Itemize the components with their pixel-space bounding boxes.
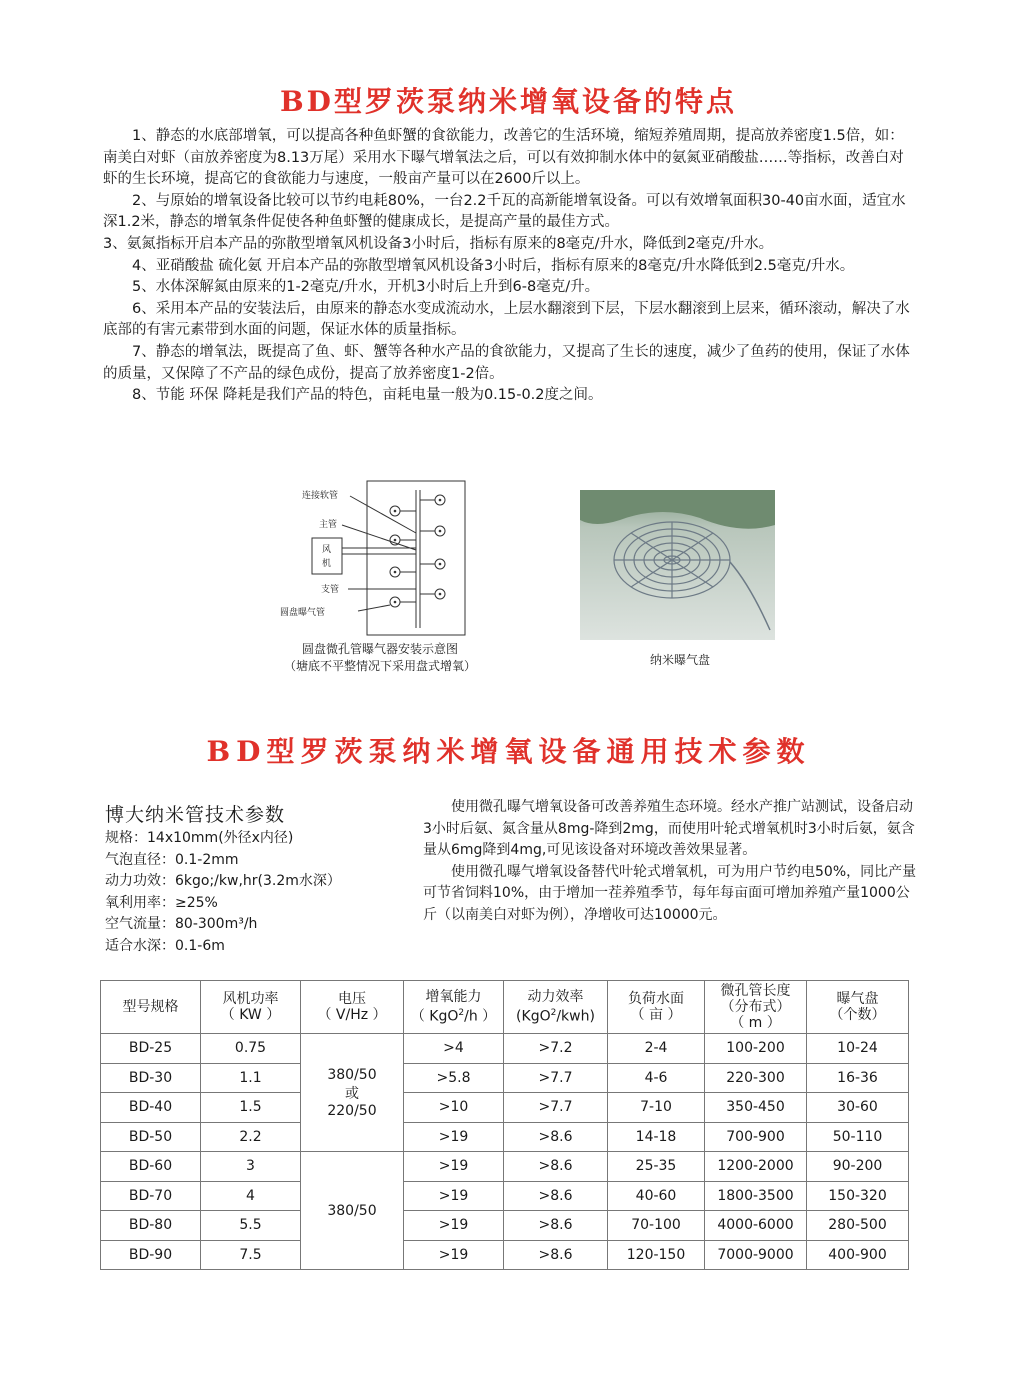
cell-area: 2-4 [608, 1034, 705, 1064]
label-blower-2: 机 [322, 559, 332, 569]
spec-list [105, 828, 341, 957]
table-row [101, 1240, 909, 1270]
cell-disc: 50-110 [807, 1122, 909, 1152]
description [423, 797, 920, 926]
description-paragraph: 使用微孔曝气增氧设备可改善养殖生态环境。经水产推广站测试，设备启动3小时后氨、氮含量从8mg-降到2mg，而使用叶轮式增氧机时3小时后氨，氨含量从6mg降到4mg,可见该设备对环境改善效果显著。 [423, 799, 915, 858]
header-oxygen: 增氧能力 （ KgO$^2$/h ） [404, 981, 504, 1034]
cell-disc: 16-36 [807, 1063, 909, 1093]
diagram-caption: 圆盘微孔管曝气器安装示意图 （塘底不平整情况下采用盘式增氧） [283, 642, 476, 673]
table-row [101, 1034, 909, 1064]
table-row [101, 1063, 909, 1093]
cell-efficiency: >8.6 [504, 1122, 608, 1152]
installation-diagram [270, 478, 510, 653]
label-main-pipe: 主管 [319, 520, 338, 530]
header-disc: 曝气盘 （个数） [807, 981, 909, 1034]
spec-item: 规格：14x10mm(外径x内径) [105, 830, 294, 846]
feature-item: 6、采用本产品的安装法后，由原来的静态水变成流动水，上层水翻滚到下层，下层水翻滚到上层来，循环滚动，解决了水底部的有害元素带到水面的问题，保证水体的质量指标。 [103, 300, 910, 339]
header-power: 风机功率 （ KW ） [201, 981, 301, 1034]
cell-oxygen: >19 [404, 1152, 504, 1182]
cell-area: 70-100 [608, 1211, 705, 1241]
cell-oxygen: >19 [404, 1240, 504, 1270]
cell-oxygen: >19 [404, 1122, 504, 1152]
table-row [101, 1211, 909, 1241]
cell-model: BD-80 [101, 1211, 201, 1241]
table-row [101, 1093, 909, 1123]
table-row [101, 1122, 909, 1152]
feature-item: 1、静态的水底部增氧，可以提高各种鱼虾蟹的食欲能力，改善它的生活环境，缩短养殖周期，提高放养密度1.5倍，如：南美白对虾（亩放养密度为8.13万尾）采用水下曝气增氧法之后，可以有效抑制水体中的氨氮亚硝酸盐……等指标，改善白对虾的生长环境，提高它的食欲能力与速度，一般亩产量可以在2600斤以上。 [103, 128, 904, 188]
cell-efficiency: >7.7 [504, 1093, 608, 1123]
cell-model: BD-50 [101, 1122, 201, 1152]
cell-power: 1.1 [201, 1063, 301, 1093]
header-length: 微孔管长度 （分布式） （ m ） [705, 981, 807, 1034]
section-title: BD型罗茨泵纳米增氧设备通用技术参数 [206, 735, 811, 768]
label-hose: 连接软管 [302, 491, 339, 501]
photo-caption: 纳米曝气盘 [649, 653, 710, 667]
cell-model: BD-70 [101, 1181, 201, 1211]
cell-efficiency: >8.6 [504, 1181, 608, 1211]
cell-length: 100-200 [705, 1034, 807, 1064]
header-voltage: 电压 （ V/Hz ） [301, 981, 404, 1034]
cell-disc: 150-320 [807, 1181, 909, 1211]
cell-efficiency: >8.6 [504, 1240, 608, 1270]
header-model: 型号规格 [101, 981, 201, 1034]
cell-power: 3 [201, 1152, 301, 1182]
cell-voltage-group-1: 380/50 或 220/50 [301, 1034, 404, 1152]
spec-item: 气泡直径：0.1-2mm [105, 851, 239, 868]
cell-area: 120-150 [608, 1240, 705, 1270]
feature-item: 5、水体深解氮由原来的1-2毫克/升水，开机3小时后上升到6-8毫克/升。 [132, 279, 600, 296]
cell-model: BD-90 [101, 1240, 201, 1270]
cell-power: 0.75 [201, 1034, 301, 1064]
cell-oxygen: >5.8 [404, 1063, 504, 1093]
cell-area: 7-10 [608, 1093, 705, 1123]
cell-disc: 30-60 [807, 1093, 909, 1123]
cell-model: BD-40 [101, 1093, 201, 1123]
cell-oxygen: >19 [404, 1181, 504, 1211]
features-list [103, 126, 918, 407]
tech-params-table [100, 980, 909, 1270]
cell-length: 1800-3500 [705, 1181, 807, 1211]
cell-length: 220-300 [705, 1063, 807, 1093]
description-paragraph: 使用微孔曝气增氧设备替代叶轮式增氧机，可为用户节约电50%，同比产量可节省饲料10%，由于增加一茬养殖季节，每年每亩面可增加养殖产量1000公斤（以南美白对虾为例），净增收可达10000元。 [423, 863, 917, 923]
feature-item: 8、节能 环保 降耗是我们产品的特色，亩耗电量一般为0.15-0.2度之间。 [132, 387, 603, 404]
cell-length: 700-900 [705, 1122, 807, 1152]
label-disc-aerator: 圆盘曝气管 [280, 608, 326, 618]
cell-power: 7.5 [201, 1240, 301, 1270]
cell-power: 2.2 [201, 1122, 301, 1152]
label-branch-pipe: 支管 [321, 585, 340, 595]
cell-length: 1200-2000 [705, 1152, 807, 1182]
cell-power: 1.5 [201, 1093, 301, 1123]
table-row [101, 1181, 909, 1211]
cell-efficiency: >7.7 [504, 1063, 608, 1093]
cell-efficiency: >8.6 [504, 1152, 608, 1182]
spec-item: 动力功效：6kgo;/kw,hr(3.2m水深） [105, 873, 341, 889]
table-row [101, 1152, 909, 1182]
spec-item: 空气流量：80-300m³/h [105, 916, 258, 932]
cell-model: BD-25 [101, 1034, 201, 1064]
feature-item: 4、亚硝酸盐 硫化氨 开启本产品的弥散型增氧风机设备3小时后，指标有原来的8毫克/升水降低到2.5毫克/升水。 [132, 257, 855, 274]
cell-area: 14-18 [608, 1122, 705, 1152]
cell-area: 40-60 [608, 1181, 705, 1211]
cell-disc: 10-24 [807, 1034, 909, 1064]
spec-item: 适合水深：0.1-6m [105, 937, 225, 954]
cell-power: 5.5 [201, 1211, 301, 1241]
label-blower-1: 风 [322, 545, 332, 555]
feature-item: 3、氨氮指标开启本产品的弥散型增氧风机设备3小时后，指标有原来的8毫克/升水，降低到2毫克/升水。 [103, 235, 774, 252]
cell-efficiency: >8.6 [504, 1211, 608, 1241]
header-efficiency: 动力效率 (KgO$^2$/kwh) [504, 981, 608, 1034]
cell-model: BD-30 [101, 1063, 201, 1093]
cell-disc: 280-500 [807, 1211, 909, 1241]
cell-area: 25-35 [608, 1152, 705, 1182]
cell-disc: 90-200 [807, 1152, 909, 1182]
cell-oxygen: >10 [404, 1093, 504, 1123]
cell-model: BD-60 [101, 1152, 201, 1182]
cell-oxygen: >19 [404, 1211, 504, 1241]
cell-length: 4000-6000 [705, 1211, 807, 1241]
cell-efficiency: >7.2 [504, 1034, 608, 1064]
table-header-row [101, 981, 909, 1034]
cell-disc: 400-900 [807, 1240, 909, 1270]
cell-length: 350-450 [705, 1093, 807, 1123]
cell-voltage-group-2: 380/50 [301, 1152, 404, 1270]
page-title: BD型罗茨泵纳米增氧设备的特点 [280, 85, 737, 118]
cell-power: 4 [201, 1181, 301, 1211]
cell-area: 4-6 [608, 1063, 705, 1093]
feature-item: 2、与原始的增氧设备比较可以节约电耗80%，一台2.2千瓦的高新能增氧设备。可以有效增氧面积30-40亩水面，适宜水深1.2米，静态的增氧条件促使各种鱼虾蟹的健康成长，是提高产量的最佳方式。 [103, 192, 906, 231]
spec-item: 氧利用率：≥25% [105, 894, 218, 911]
aeration-disc-photo [580, 490, 775, 640]
cell-oxygen: >4 [404, 1034, 504, 1064]
feature-item: 7、静态的增氧法，既提高了鱼、虾、蟹等各种水产品的食欲能力，又提高了生长的速度，减少了鱼药的使用，保证了水体的质量，又保障了不产品的绿色成份，提高了放养密度1-2倍。 [103, 343, 910, 382]
params-heading: 博大纳米管技术参数 [105, 804, 286, 826]
cell-length: 7000-9000 [705, 1240, 807, 1270]
header-area: 负荷水面 （ 亩 ） [608, 981, 705, 1034]
